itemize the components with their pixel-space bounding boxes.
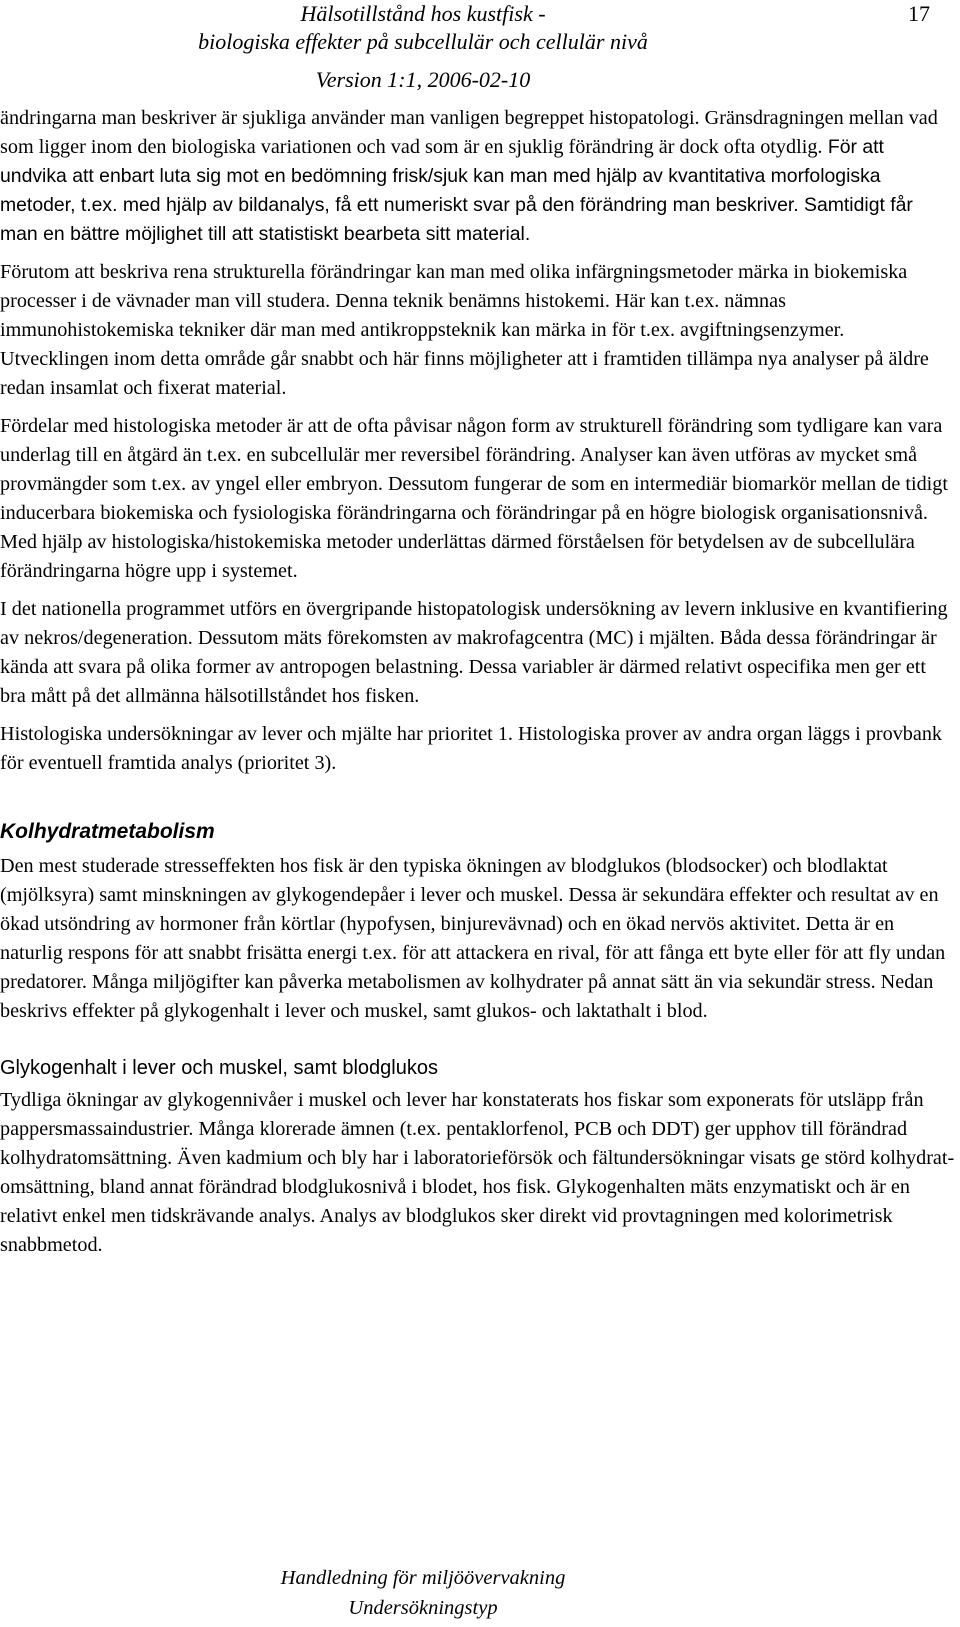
paragraph-stresseffekt: Den mest studerade stresseffekten hos fisk är den typiska ökningen av blodglukos (blodsocker) och blodlaktat (mjölksyra) samt minskningen av glykogendepåer i lever och muskel. Dessa är sekundära effekter och resultat av en ökad utsöndring av hormoner från körtlar (hypofysen, binjurevävnad) och en ökad nervös aktivitet. Detta är en naturlig respons för att snabbt frisätta energi t.ex. för att attackera en rival, för att fånga ett byte eller för att fly undan predatorer. Många miljögifter kan påverka metabolismen av kolhydrater på annat sätt än via sekundär stress. Nedan beskrivs effekter på glykogenhalt i lever och muskel, samt glukos- och laktathalt i blod.: [0, 855, 946, 1022]
page-number: 17: [908, 1, 930, 26]
page-header: [0, 0, 960, 92]
subsection-heading: Glykogenhalt i lever och muskel, samt blodglukos: [0, 1057, 438, 1079]
page-footer: [0, 1563, 960, 1623]
footer-line1: Handledning för miljöövervakning: [280, 1567, 566, 1589]
paragraph-histopatologi-sans: För att undvika att enbart luta sig mot en bedömning frisk/sjuk kan man med hjälp av kvantitativa morfologiska metoder, t.ex. med hjälp av bildanalys, få ett numeriskt svar på den förändring man beskriver. Samtidigt får man en bättre möjlighet till att statistiskt bearbeta sitt material.: [0, 136, 913, 245]
paragraph-histopatologi: [0, 104, 955, 249]
paragraph-prioritet: Histologiska undersökningar av lever och mjälte har prioritet 1. Histologiska prover av andra organ läggs i provbank för eventuell framtida analys (prioritet 3).: [0, 723, 943, 774]
header-title-line2: biologiska effekter på subcellulär och cellulär nivå: [198, 29, 648, 54]
paragraph-fordelar: Fördelar med histologiska metoder är att de ofta påvisar någon form av strukturell förändring som tydligare kan vara underlag till en åtgärd än t.ex. en subcellulär mer reversibel förändring. Analyser kan även utföras av mycket små provmängder som t.ex. av yngel eller embryon. Dessutom fungerar de som en intermediär biomarkör mellan de tidigt inducerbara biokemiska och fysiologiska förändringarna och förändringar på en högre biologisk organisationsnivå. Med hjälp av histologiska/histokemiska metoder underlättas därmed förståelsen för betydelsen av de subcellulära förändringarna högre upp i systemet.: [0, 415, 948, 582]
section-heading: Kolhydratmetabolism: [0, 820, 215, 843]
document-body: [0, 104, 955, 1269]
header-title-line1: Hälsotillstånd hos kustfisk -: [300, 1, 546, 26]
paragraph-glykogenhalt: Tydliga ökningar av glykogennivåer i muskel och lever har konstaterats hos fiskar som exponerats för utsläpp från pappersmassaindustrier. Många klorerade ämnen (t.ex. pentaklorfenol, PCB och DDT) ger upphov till förändrad kolhydratomsättning. Även kadmium och bly har i laboratorieförsök och fältundersökningar visats ge störd kolhydrat-omsättning, bland annat förändrad blodglukosnivå i blodet, hos fisk. Glykogenhalten mäts enzymatiskt och är en relativt enkel men tidskrävande analys. Analys av blodglukos sker direkt vid provtagningen med kolorimetrisk snabbmetod.: [0, 1089, 955, 1256]
footer-line2: Undersökningstyp: [348, 1597, 498, 1619]
paragraph-histopatologi-intro: ändringarna man beskriver är sjukliga använder man vanligen begreppet histopatologi. Gränsdragningen mellan vad som ligger inom den biologiska variationen och vad som är en sjuklig förändring är dock ofta otydlig.: [0, 107, 938, 158]
paragraph-nationella-programmet: I det nationella programmet utförs en övergripande histopatologisk undersökning av levern inklusive en kvantifiering av nekros/degeneration. Dessutom mäts förekomsten av makrofagcentra (MC) i mjälten. Båda dessa förändringar är kända att svara på olika former av antropogen belastning. Dessa variabler är därmed relativt ospecifika men ger ett bra mått på det allmänna hälsotillståndet hos fisken.: [0, 598, 948, 707]
header-version: Version 1:1, 2006-02-10: [315, 67, 531, 92]
paragraph-histokemi: Förutom att beskriva rena strukturella förändringar kan man med olika infärgningsmetoder märka in biokemiska processer i de vävnader man vill studera. Denna teknik benämns histokemi. Här kan t.ex. nämnas immunohistokemiska tekniker där man med antikroppsteknik kan märka in för t.ex. avgiftningsenzymer. Utvecklingen inom detta område går snabbt och här finns möjligheter att i framtiden tillämpa nya analyser på äldre redan insamlat och fixerat material.: [0, 261, 929, 399]
